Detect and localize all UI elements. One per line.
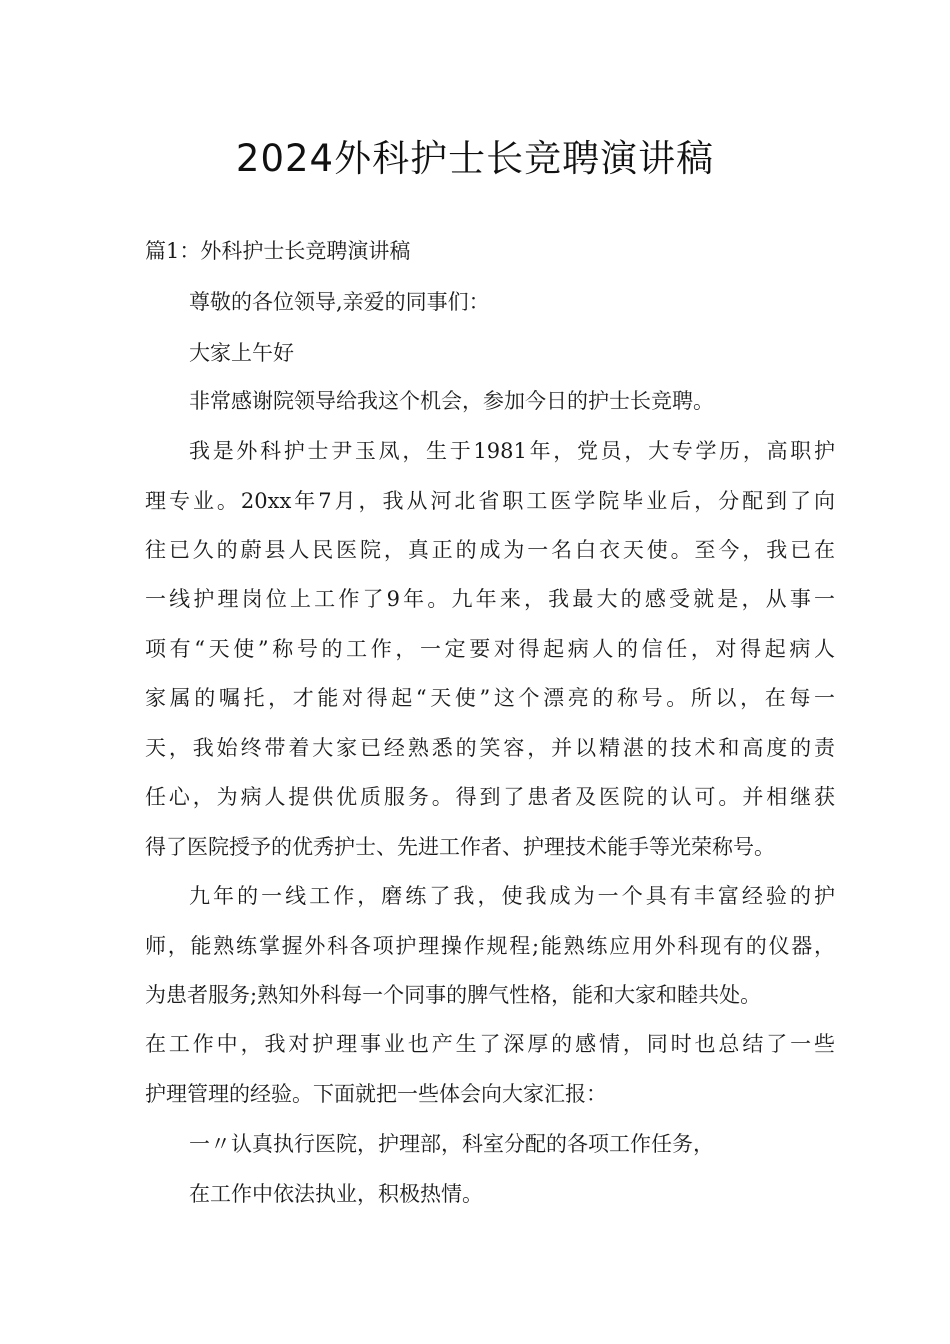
paragraph-line: 天，我始终带着大家已经熟悉的笑容，并以精湛的技术和高度的责 [145,736,835,760]
paragraph-line: 在工作中，我对护理事业也产生了深厚的感情，同时也总结了一些 [145,1032,835,1056]
paragraph-line: 一线护理岗位上工作了9年。九年来，我最大的感受就是，从事一 [145,587,835,611]
greeting-line: 大家上午好 [189,341,294,365]
paragraph-line: 家属的嘱托，才能对得起“天使”这个漂亮的称号。所以，在每一 [145,686,835,710]
paragraph-line: 师，能熟练掌握外科各项护理操作规程;能熟练应用外科现有的仪器， [145,934,835,958]
section-heading: 篇1：外科护士长竞聘演讲稿 [145,239,411,263]
salutation-line: 尊敬的各位领导,亲爱的同事们： [189,290,490,314]
paragraph-line: 为患者服务;熟知外科每一个同事的脾气性格，能和大家和睦共处。 [145,983,762,1007]
paragraph-line: 任心，为病人提供优质服务。得到了患者及医院的认可。并相继获 [145,785,835,809]
list-item-line: 一〃认真执行医院，护理部，科室分配的各项工作任务， [189,1132,714,1156]
paragraph-line: 我是外科护士尹玉凤，生于1981年，党员，大专学历，高职护 [189,439,835,463]
list-item-line: 在工作中依法执业，积极热情。 [189,1182,483,1206]
paragraph-line: 非常感谢院领导给我这个机会，参加今日的护士长竞聘。 [189,389,714,413]
paragraph-line: 项有“天使”称号的工作，一定要对得起病人的信任，对得起病人 [145,637,835,661]
document-title: 2024外科护士长竞聘演讲稿 [235,137,715,180]
paragraph-line: 理专业。20xx年7月，我从河北省职工医学院毕业后，分配到了向 [145,489,835,513]
paragraph-line: 护理管理的经验。下面就把一些体会向大家汇报： [145,1082,607,1106]
paragraph-line: 九年的一线工作，磨练了我，使我成为一个具有丰富经验的护 [189,884,835,908]
paragraph-line: 得了医院授予的优秀护士、先进工作者、护理技术能手等光荣称号。 [145,835,775,859]
paragraph-line: 往已久的蔚县人民医院，真正的成为一名白衣天使。至今，我已在 [145,538,835,562]
